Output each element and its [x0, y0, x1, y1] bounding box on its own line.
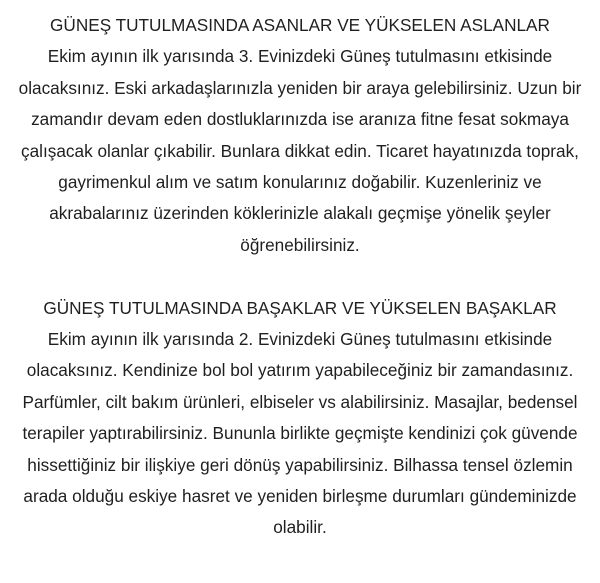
horoscope-article — [10, 10, 590, 544]
section-title: GÜNEŞ TUTULMASINDA BAŞAKLAR VE YÜKSELEN BAŞAKLAR — [43, 297, 557, 318]
section-virgo-leo — [10, 10, 590, 261]
section-body: Ekim ayının ilk yarısında 3. Evinizdeki Güneş tutulmasını etkisinde olacaksınız. Eski arkadaşlarınızla yeniden bir araya gelebilirsiniz. Uzun bir zamandır devam eden dostluklarınızda ise aranıza fitne fesat sokmaya çalışacak olanlar çıkabilir. Bunlara dikkat edin. Ticaret hayatınızda toprak, gayrimenkul alım ve satım konularınız doğabilir. Kuzenleriniz ve akrabalarınız üzerinden köklerinizle alakalı geçmişe yönelik şeyler öğrenebilirsiniz. — [18, 46, 582, 255]
section-virgo — [10, 293, 590, 544]
section-title: GÜNEŞ TUTULMASINDA ASANLAR VE YÜKSELEN ASLANLAR — [50, 15, 550, 35]
section-body: Ekim ayının ilk yarısında 2. Evinizdeki Güneş tutulmasını etkisinde olacaksınız. Kendinize bol bol yatırım yapabileceğiniz bir zamandasınız. Parfümler, cilt bakım ürünleri, elbiseler vs alabilirsiniz. Masajlar, bedensel terapiler yaptırabilirsiniz. Bununla birlikte geçmişte kendinizi çok güvende hissettiğiniz bir ilişkiye geri dönüş yapabilirsiniz. Bilhassa tensel özlemin arada olduğu eskiye hasret ve yeniden birleşme durumları gündeminizde olabilir. — [22, 329, 578, 538]
